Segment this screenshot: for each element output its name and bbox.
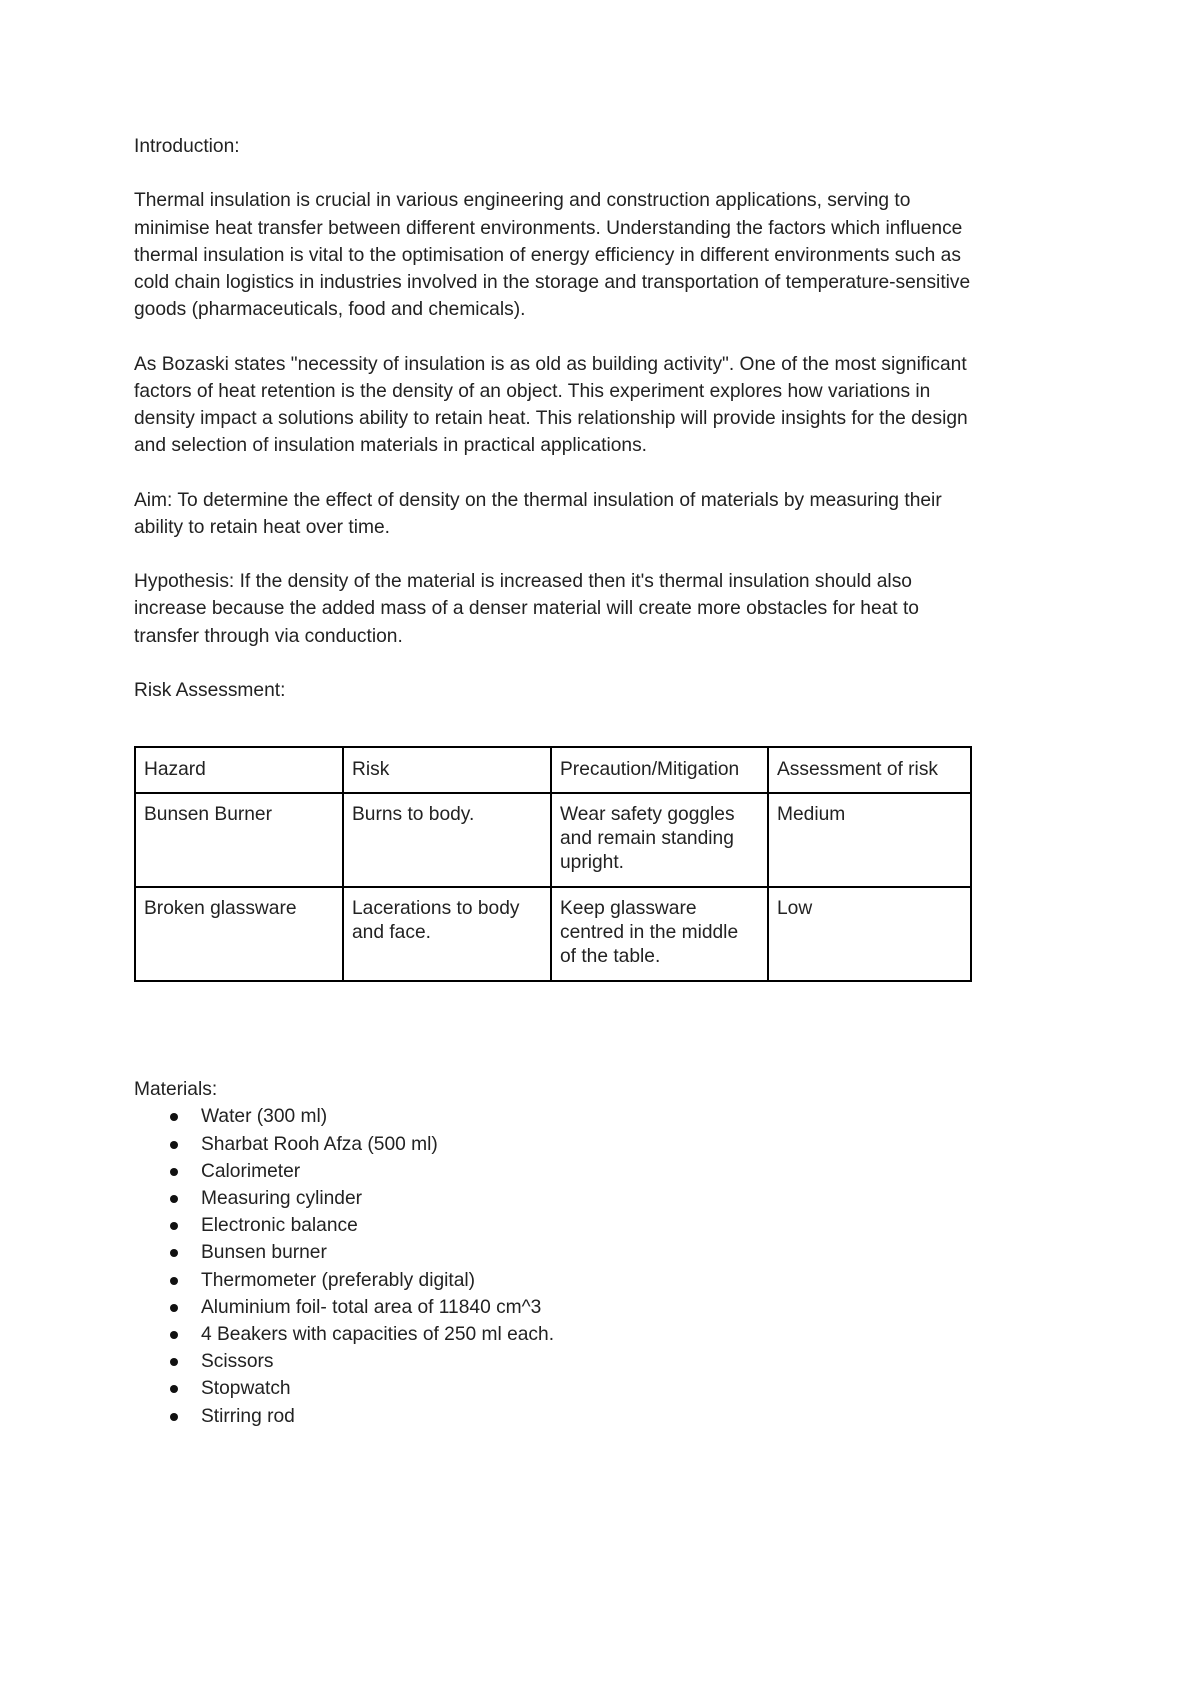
- introduction-heading: Introduction:: [134, 136, 240, 157]
- column-header-assessment: Assessment of risk: [768, 747, 971, 793]
- bullet-icon: [170, 1331, 178, 1339]
- list-item: [134, 1348, 984, 1375]
- table-cell-hazard: Broken glassware: [135, 887, 343, 981]
- list-item-text: Electronic balance: [201, 1215, 358, 1237]
- table-cell-assessment: Medium: [768, 793, 971, 887]
- bullet-icon: [170, 1141, 178, 1149]
- list-item-text: Stirring rod: [201, 1405, 295, 1427]
- bullet-icon: [170, 1168, 178, 1176]
- list-item-text: Stopwatch: [201, 1378, 291, 1400]
- list-item-text: Calorimeter: [201, 1160, 301, 1182]
- table-cell-precaution: Wear safety goggles and remain standing upright.: [551, 793, 768, 887]
- bullet-icon: [170, 1358, 178, 1366]
- risk-assessment-heading: Risk Assessment:: [134, 679, 286, 701]
- hypothesis-paragraph: Hypothesis: If the density of the material is increased then it's thermal insulation should also increase because the added mass of a denser material will create more obstacles for heat to transfer through via conduction.: [134, 571, 919, 647]
- list-item-text: Bunsen burner: [201, 1242, 327, 1264]
- materials-heading: Materials:: [134, 1079, 218, 1101]
- list-item-text: 4 Beakers with capacities of 250 ml each.: [201, 1324, 555, 1346]
- list-item: [134, 1321, 984, 1348]
- list-item-text: Sharbat Rooh Afza (500 ml): [201, 1133, 438, 1155]
- materials-list: [134, 1103, 984, 1429]
- column-header-risk: Risk: [343, 747, 551, 793]
- table-row: [135, 793, 971, 887]
- list-item-text: Water (300 ml): [201, 1106, 328, 1128]
- table-cell-precaution: Keep glassware centred in the middle of the table.: [551, 887, 768, 981]
- bullet-icon: [170, 1277, 178, 1285]
- list-item-text: Aluminium foil- total area of 11840 cm^3: [201, 1296, 542, 1318]
- bullet-icon: [170, 1413, 178, 1421]
- column-header-precaution: Precaution/Mitigation: [551, 747, 768, 793]
- list-item-text: Thermometer (preferably digital): [201, 1269, 476, 1291]
- list-item-text: Scissors: [201, 1351, 274, 1373]
- list-item-text: Measuring cylinder: [201, 1188, 363, 1209]
- table-cell-risk: Lacerations to body and face.: [343, 887, 551, 981]
- list-item: [134, 1294, 984, 1321]
- column-header-hazard: Hazard: [135, 747, 343, 793]
- table-row: [135, 887, 971, 981]
- list-item: [134, 1375, 984, 1402]
- document-page: [134, 133, 984, 1430]
- list-item: [134, 1131, 984, 1158]
- list-item: [134, 1185, 984, 1212]
- list-item: [134, 1212, 984, 1239]
- introduction-paragraph-1: Thermal insulation is crucial in various engineering and construction applications, serving to minimise heat transfer between different environments. Understanding the factors which influence thermal insulation is vital to the optimisation of energy efficiency in different environments such as cold chain logistics in industries involved in the storage and transportation of temperature-sensitive goods (pharmaceuticals, food and chemicals).: [134, 190, 971, 321]
- bullet-icon: [170, 1249, 178, 1257]
- list-item: [134, 1267, 984, 1294]
- table-header-row: [135, 747, 971, 793]
- introduction-paragraph-2: As Bozaski states "necessity of insulation is as old as building activity". One of the most significant factors of heat retention is the density of an object. This experiment explores how variations in density impact a solutions ability to retain heat. This relationship will provide insights for the design and selection of insulation materials in practical applications.: [134, 353, 968, 457]
- list-item: [134, 1239, 984, 1266]
- bullet-icon: [170, 1195, 178, 1203]
- bullet-icon: [170, 1304, 178, 1312]
- bullet-icon: [170, 1113, 178, 1121]
- table-cell-risk: Burns to body.: [343, 793, 551, 887]
- risk-assessment-table: [134, 746, 972, 982]
- bullet-icon: [170, 1222, 178, 1230]
- list-item: [134, 1403, 984, 1430]
- table-cell-assessment: Low: [768, 887, 971, 981]
- list-item: [134, 1103, 984, 1130]
- list-item: [134, 1158, 984, 1185]
- table-cell-hazard: Bunsen Burner: [135, 793, 343, 887]
- bullet-icon: [170, 1385, 178, 1393]
- aim-paragraph: Aim: To determine the effect of density on the thermal insulation of materials by measuring their ability to retain heat over time.: [134, 489, 942, 538]
